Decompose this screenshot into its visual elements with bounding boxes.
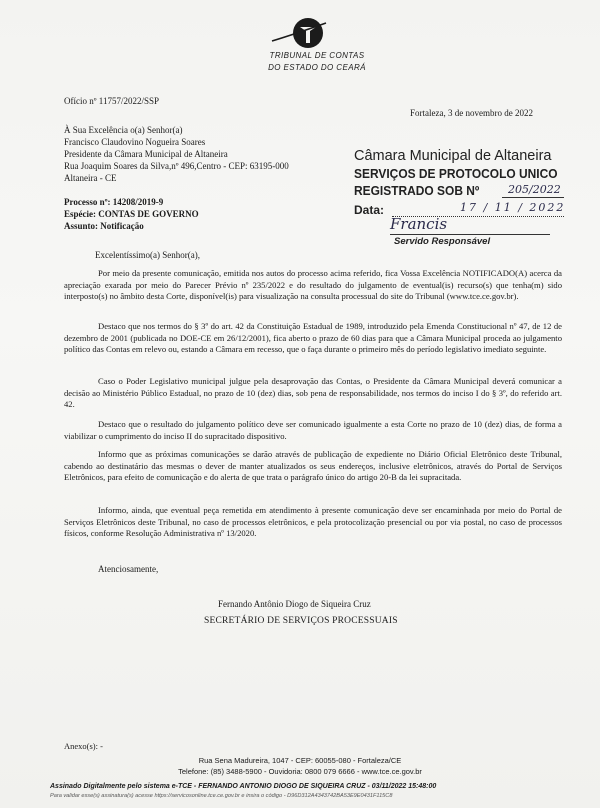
stamp-line3: REGISTRADO SOB Nº (354, 183, 480, 198)
salutation: Excelentíssimo(a) Senhor(a), (95, 250, 200, 260)
stamp-line2: SERVIÇOS DE PROTOCOLO UNICO (354, 166, 558, 181)
protocol-stamp (350, 146, 570, 250)
signer-role: SECRETÁRIO DE SERVIÇOS PROCESSUAIS (204, 616, 398, 626)
stamp-date-label: Data: (354, 203, 385, 217)
closing: Atenciosamente, (98, 564, 159, 574)
recipient-line: À Sua Excelência o(a) Senhor(a) (64, 125, 183, 135)
stamp-line1: Câmara Municipal de Altaneira (354, 148, 552, 164)
annex: Anexo(s): - (64, 741, 103, 751)
footer-address: Rua Sena Madureira, 1047 - CEP: 60055-080 - Fortaleza/CE (198, 756, 402, 765)
digital-signature-note: Assinado Digitalmente pelo sistema e-TCE - FERNANDO ANTONIO DIOGO DE SIQUEIRA CRUZ - 03/11/2022 15:48:00 (50, 783, 437, 790)
recipient-line: Presidente da Câmara Municipal de Altaneira (64, 149, 228, 159)
recipient-line: Altaneira - CE (64, 173, 117, 183)
recipient-line: Rua Joaquim Soares da Silva,nº 496,Centro - CEP: 63195-000 (64, 161, 289, 171)
stamp-responsible-label: Servido Responsável (394, 236, 491, 247)
validation-note: Para validar esse(s) assinatura(s) acesse https://servicosonline.tce.ce.gov.br e insira o código - D96D312A4343742BA53E9E0431F115C8 (50, 793, 393, 799)
office-number: Ofício nº 11757/2022/SSP (64, 96, 159, 106)
paragraph-submission: Informo, ainda, que eventual peça remetida em atendimento à presente comunicação deve ser encaminhada por meio do Portal de Serviços Eletrônicos deste Tribunal, no caso de processos eletrônicos, e pela protocolização presencial ou por via postal, no caso de processos físicos, conforme Resolução Administrativa nº 13/2020. (64, 505, 562, 538)
recipient-line: Francisco Claudovino Nogueira Soares (64, 137, 206, 147)
registry-underline (502, 197, 564, 198)
process-number: Processo nº: 14208/2019-9 (64, 197, 164, 207)
paragraph-communications: Informo que as próximas comunicações se darão através de publicação de expediente no Diário Oficial Eletrônico deste Tribunal, cabendo ao destinatário das mesmas o dever de manter atualizados os seus endereços, inclusive eletrônicos, através do Portal de Serviços Eletrônicos, para efeito de comunicação e do alerta de que trata o parágrafo único do artigo 20-B da lei supracitada. (64, 449, 562, 482)
place-date: Fortaleza, 3 de novembro de 2022 (410, 108, 533, 118)
signer-name: Fernando Antônio Diogo de Siqueira Cruz (218, 599, 371, 609)
signature-line (390, 234, 550, 235)
stamp-date-value: 17 / 11 / 2022 (460, 201, 566, 214)
footer-contacts: Telefone: (85) 3488-5900 - Ouvidoria: 0800 079 6666 - www.tce.ce.gov.br (178, 767, 422, 776)
org-name-line1: TRIBUNAL DE CONTAS (269, 51, 365, 60)
paragraph-deadline: Destaco que nos termos do § 3º do art. 42 da Constituição Estadual de 1989, introduzido pela Emenda Constitucional nº 47, de 12 de dezembro de 2001 (publicada no DOE-CE em 26/12/2001), fica aberto o prazo de 60 dias para que a Câmara Municipal proceda ao julgamento político das Contas em relevo ou, estando a Câmara em recesso, que o faça durante o primeiro mês do período legislativo imediato seguinte. (64, 321, 562, 354)
paragraph-disapproval: Caso o Poder Legislativo municipal julgue pela desaprovação das Contas, o Presidente da Câmara Municipal deverá comunicar a decisão ao Ministério Público Estadual, no prazo de 10 (dez) dias, sob pena de responsabilidade, nos termos do inciso I do § 3º, do referido art. 42. (64, 376, 562, 409)
stamp-registry-number: 205/2022 (508, 183, 561, 196)
process-species: Espécie: CONTAS DE GOVERNO (64, 209, 199, 219)
paragraph-notification: Por meio da presente comunicação, emitida nos autos do processo acima referido, fica Vossa Excelência NOTIFICADO(A) acerca da apreciação exarada por meio do Parecer Prévio nº 235/2022 e do resultado do julgamento de eventual(is) recurso(s) que tenha(m) sido interposto(s) no âmbito desta Corte, disponível(is) para visualização na consulta processual do site do Tribunal (www.tce.ce.gov.br). (64, 268, 562, 301)
org-name-line2: DO ESTADO DO CEARÁ (268, 63, 366, 72)
tce-logo-icon (270, 17, 330, 51)
paragraph-result: Destaco que o resultado do julgamento político deve ser comunicado igualmente a esta Corte no prazo de 10 (dez) dias, de forma a viabilizar o cumprimento do inciso II do supracitado dispositivo. (64, 419, 562, 441)
stamp-signature: Francis (390, 215, 448, 233)
process-subject: Assunto: Notificação (64, 221, 144, 231)
